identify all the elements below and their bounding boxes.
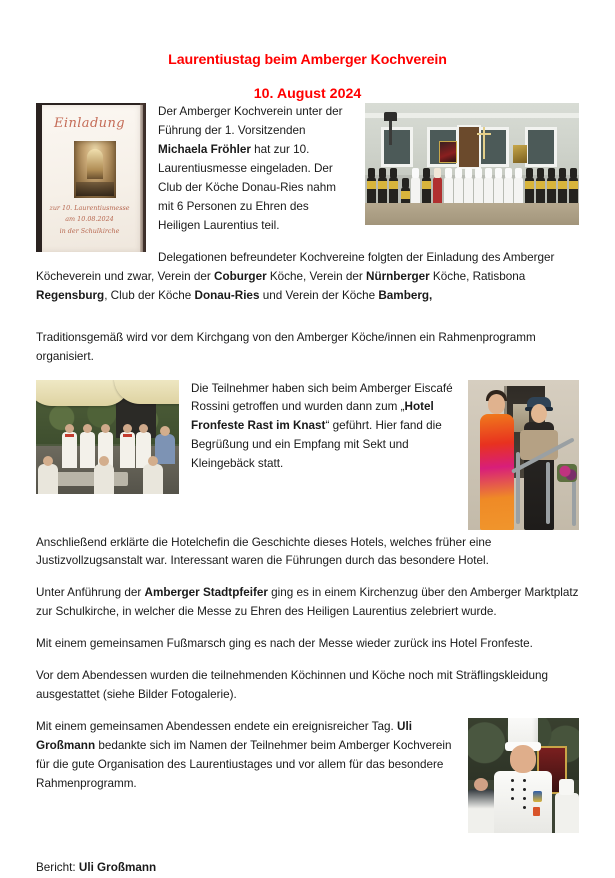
- closing-block: [36, 718, 579, 837]
- document-body: [0, 103, 615, 878]
- railing-post: [572, 478, 576, 526]
- page-subtitle-date: 10. August 2024: [253, 86, 362, 103]
- invitation-line-2: am 10.08.2024: [65, 215, 114, 224]
- chef-body: [494, 771, 552, 833]
- p2-text-g: , Club der Köche: [104, 288, 195, 302]
- p2-donau-ries: Donau-Ries: [194, 288, 260, 302]
- seated-guest: [143, 464, 163, 494]
- reception-block: [36, 380, 579, 534]
- chef-toque-hat: [508, 718, 538, 747]
- invitation-card-photo: [36, 103, 146, 252]
- head: [531, 404, 547, 423]
- invitation-details: [42, 203, 137, 239]
- p6-text-a: Unter Anführung der: [36, 586, 145, 600]
- chef-guest: [120, 432, 135, 468]
- hotel-entrance-women-photo: [468, 380, 579, 530]
- railing-post: [546, 462, 550, 524]
- intro-block: [36, 103, 579, 319]
- p4-text-c: “ geführt. Hier fand die Begrüßung und ein Empfang mit Sekt und Kleingebäck statt.: [191, 419, 442, 471]
- p2-text-e: Köche, Ratisbona: [429, 269, 526, 283]
- card-edge-shadow: [140, 103, 146, 252]
- invitation-card-surface: [42, 105, 143, 252]
- paragraph-rahmenprogramm: Traditionsgemäß wird vor dem Kirchgang von den Amberger Köche/innen ein Rahmenprogramm organisiert.: [36, 330, 536, 363]
- vertical-spacer: [36, 319, 579, 329]
- flower-pot: [557, 464, 577, 482]
- p2-text-i: und Verein der Köche: [259, 288, 379, 302]
- vertical-spacer: [36, 837, 579, 859]
- p2-text-c: Köche, Verein der: [266, 269, 367, 283]
- crowd-of-people: [365, 161, 579, 207]
- p4-text-a: Die Teilnehmer haben sich beim Amberger Eiscafé Rossini getroffen und wurden dann zum „: [191, 381, 453, 414]
- cafe-table: [54, 472, 128, 486]
- p2-nuernberger: Nürnberger: [366, 269, 430, 283]
- woman-in-orange-dress: [480, 414, 514, 530]
- p1-text-a: Der Amberger Kochverein unter der Führung der 1. Vorsitzenden: [158, 105, 343, 138]
- standing-guest: [155, 434, 175, 464]
- railing-post: [516, 452, 520, 524]
- jacket-buttons: [523, 779, 526, 782]
- p2-coburger: Coburger: [214, 269, 267, 283]
- emblem-patch: [533, 807, 540, 816]
- p1-name-bold: Michaela Fröhler: [158, 142, 251, 156]
- p9-text-a: Mit einem gemeinsamen Abendessen endete ein ereignisreicher Tag.: [36, 720, 398, 734]
- p2-regensburg: Regensburg: [36, 288, 105, 302]
- p4-hotel-name: Hotel Fronfeste Rast im Knast: [191, 400, 434, 433]
- altar-illustration: [74, 141, 116, 198]
- cafe-gathering-photo: [36, 380, 179, 494]
- paragraph-prison-clothes: Vor dem Abendessen wurden die teilnehmenden Köchinnen und Köche noch mit Sträflingskleidung ausgestattet (siehe Bilder Fotogalerie).: [36, 669, 548, 702]
- p6-text-c: ging es in einem Kirchenzug über den Amberger Marktplatz zur Schulkirche, in welcher die Messe zu Ehren des Heiligen Laurentius zelebriert wurde.: [36, 586, 579, 619]
- p9-text-c: bedankte sich im Namen der Teilnehmer beim Amberger Kochverein für die gute Organisation des Laurentiustages und vor allem für das besondere Rahmenprogramm.: [36, 739, 452, 791]
- invitation-line-1: zur 10. Laurentiusmesse: [49, 203, 130, 212]
- p1-text-c: hat zur 10. Laurentiusmesse eingeladen. Der Club der Köche Donau-Ries nahm mit 6 Personen zu Ehren des Heiligen Laurentius teil.: [158, 142, 337, 232]
- chef-guest: [80, 432, 95, 468]
- background-chef-right: [555, 793, 579, 833]
- byline: [36, 859, 579, 878]
- p6-stadtpfeifer: Amberger Stadtpfeifer: [144, 586, 268, 600]
- background-person-left: [468, 789, 494, 833]
- chef-face: [510, 745, 536, 773]
- chef-portrait-photo: [468, 718, 579, 833]
- paragraph-delegations: [36, 249, 579, 306]
- seated-guest: [94, 464, 114, 494]
- invitation-heading: Einladung: [54, 116, 125, 132]
- gravel-ground: [365, 203, 579, 225]
- street-lamp: [389, 119, 392, 145]
- group-photo-chefs-and-band: [365, 103, 579, 225]
- byline-author: Uli Großmann: [78, 861, 157, 875]
- p2-bamberg: Bamberg,: [378, 288, 433, 302]
- facade-cornice: [365, 113, 579, 118]
- byline-label: Bericht:: [36, 861, 79, 875]
- club-badge: [533, 791, 542, 802]
- paragraph-hotel-history: Anschließend erklärte die Hotelchefin die Geschichte dieses Hotels, welches früher eine Justizvollzugsanstalt war. Interessant waren die Führungen durch das besondere Hotel.: [36, 535, 492, 568]
- guild-banner: [439, 141, 457, 163]
- p9-author-bold: Uli Großmann: [36, 720, 412, 753]
- head: [488, 394, 505, 414]
- invitation-line-3: in der Schulkirche: [59, 227, 120, 236]
- processional-cross: [483, 127, 485, 159]
- chef-guest: [62, 432, 77, 468]
- page-title: Laurentiustag beim Amberger Kochverein: [168, 52, 447, 68]
- paragraph-walk-back: Mit einem gemeinsamen Fußmarsch ging es nach der Messe wieder zurück ins Hotel Fronfeste.: [36, 637, 533, 651]
- paragraph-procession: [36, 584, 579, 622]
- p2-text-a: Delegationen befreundeter Kochvereine folgten der Einladung des Amberger Köcheverein und zwar, Verein der: [36, 250, 555, 283]
- seated-guest: [38, 464, 58, 494]
